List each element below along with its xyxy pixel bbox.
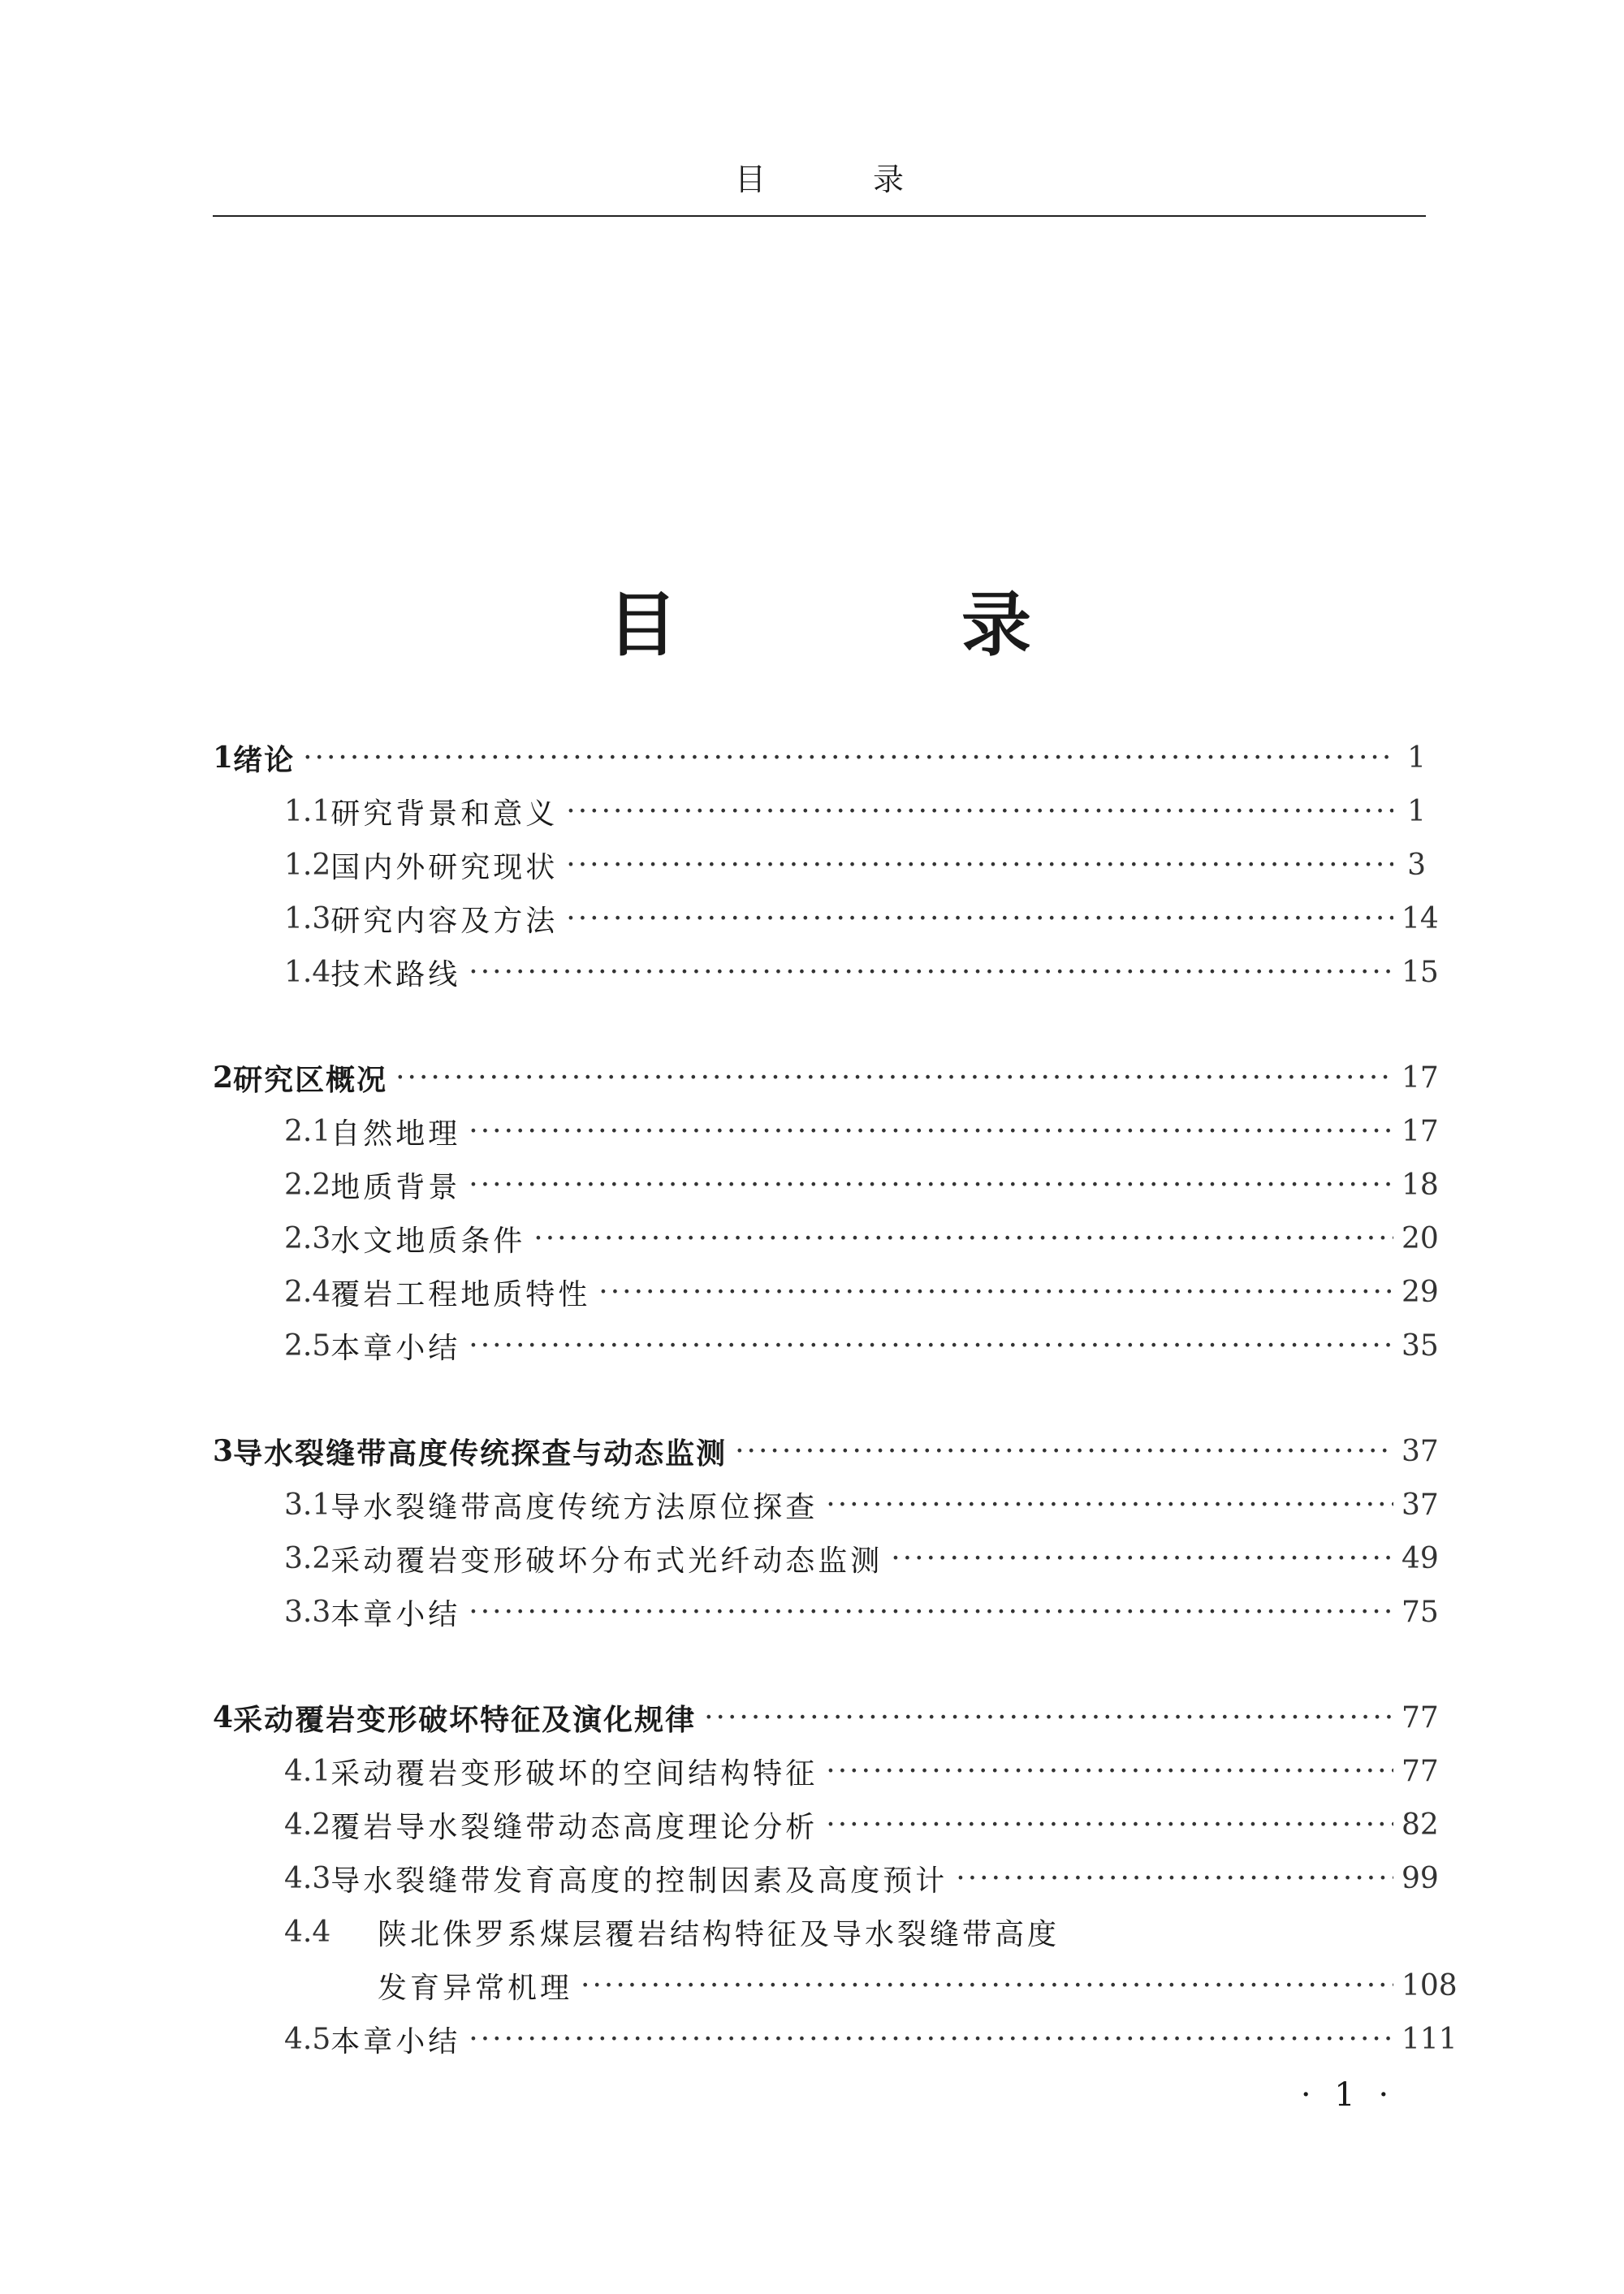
chapter-title: 导水裂缝带高度传统探查与动态监测 xyxy=(233,1436,728,1471)
dot-leader xyxy=(395,1061,1393,1095)
section-title: 研究背景和意义 xyxy=(330,797,559,831)
dot-leader xyxy=(704,1701,1393,1735)
toc-title: 目 录 xyxy=(607,585,1161,666)
toc-section-2-1[interactable] xyxy=(213,1107,1439,1156)
dot-leader xyxy=(826,1755,1393,1788)
chapter-number: 4 xyxy=(213,1700,234,1735)
chapter-number: 1 xyxy=(213,741,234,775)
section-title: 导水裂缝带高度传统方法原位探查 xyxy=(330,1490,818,1524)
section-number: 1.2 xyxy=(284,848,331,882)
chapter-number: 3 xyxy=(213,1434,234,1468)
section-title: 水文地质条件 xyxy=(330,1224,526,1258)
section-title: 采动覆岩变形破坏的空间结构特征 xyxy=(330,1756,818,1791)
page-ref: 17 xyxy=(1402,1061,1439,1095)
dot-leader xyxy=(469,1115,1393,1148)
section-title: 本章小结 xyxy=(330,1331,461,1365)
dot-leader xyxy=(469,1329,1393,1363)
toc-section-3-3[interactable] xyxy=(213,1588,1439,1636)
section-number: 4.4 xyxy=(284,1915,331,1949)
toc-chapter-3[interactable] xyxy=(213,1427,1439,1475)
chapter-number: 2 xyxy=(213,1061,234,1095)
dot-leader xyxy=(533,1222,1393,1255)
section-number: 3.2 xyxy=(284,1541,331,1575)
toc-section-3-1[interactable] xyxy=(213,1480,1439,1529)
page-ref: 75 xyxy=(1402,1595,1439,1629)
page-ref: 1 xyxy=(1407,794,1426,828)
section-number: 3.1 xyxy=(284,1488,331,1522)
page-ref: 14 xyxy=(1402,901,1439,935)
section-title: 覆岩工程地质特性 xyxy=(330,1277,591,1311)
section-title: 本章小结 xyxy=(330,1597,461,1631)
page-ref: 108 xyxy=(1402,1968,1458,2002)
page-ref: 77 xyxy=(1402,1754,1439,1788)
toc-section-1-2[interactable] xyxy=(213,840,1426,889)
dot-leader xyxy=(469,956,1393,989)
page-ref: 18 xyxy=(1402,1168,1439,1202)
section-title: 覆岩导水裂缝带动态高度理论分析 xyxy=(330,1810,818,1844)
toc-section-3-2[interactable] xyxy=(213,1534,1439,1583)
chapter-title: 研究区概况 xyxy=(233,1063,388,1097)
toc-section-4-2[interactable] xyxy=(213,1800,1439,1849)
section-number: 4.2 xyxy=(284,1808,331,1842)
section-title: 国内外研究现状 xyxy=(330,850,559,884)
page-ref: 20 xyxy=(1402,1221,1439,1255)
dot-leader xyxy=(581,1969,1393,2002)
page-ref: 35 xyxy=(1402,1328,1439,1363)
toc-section-4-4[interactable] xyxy=(213,1907,1426,1956)
dot-leader xyxy=(566,902,1393,935)
toc-section-1-1[interactable] xyxy=(213,787,1426,836)
toc-section-4-5[interactable] xyxy=(213,2015,1458,2063)
page-ref: 3 xyxy=(1407,848,1426,882)
section-title: 地质背景 xyxy=(330,1170,461,1204)
section-title: 技术路线 xyxy=(330,957,461,991)
page-ref: 29 xyxy=(1402,1275,1439,1309)
page-ref: 37 xyxy=(1402,1488,1439,1522)
section-number: 4.1 xyxy=(284,1754,331,1788)
section-title: 采动覆岩变形破坏分布式光纤动态监测 xyxy=(330,1544,883,1578)
section-title-continuation: 发育异常机理 xyxy=(378,1971,573,2005)
page-ref: 111 xyxy=(1402,2022,1458,2056)
section-number: 2.4 xyxy=(284,1275,331,1309)
dot-leader xyxy=(735,1435,1393,1468)
section-number: 3.3 xyxy=(284,1595,331,1629)
section-title: 导水裂缝带发育高度的控制因素及高度预计 xyxy=(330,1864,948,1898)
dot-leader xyxy=(826,1808,1393,1842)
page-ref: 77 xyxy=(1402,1700,1439,1735)
page-ref: 1 xyxy=(1407,741,1426,775)
toc-section-4-4-continuation[interactable] xyxy=(213,1961,1458,2010)
chapter-title: 采动覆岩变形破坏特征及演化规律 xyxy=(233,1703,697,1737)
toc-section-4-1[interactable] xyxy=(213,1747,1439,1795)
section-number: 1.3 xyxy=(284,901,331,935)
dot-leader xyxy=(469,1596,1393,1629)
dot-leader xyxy=(566,849,1393,882)
toc-chapter-1[interactable] xyxy=(213,733,1426,782)
dot-leader xyxy=(303,741,1393,775)
dot-leader xyxy=(826,1488,1393,1522)
page-ref: 37 xyxy=(1402,1434,1439,1468)
dot-leader xyxy=(469,2023,1393,2056)
toc-section-1-4[interactable] xyxy=(213,948,1439,996)
dot-leader xyxy=(956,1862,1393,1895)
section-title: 陕北侏罗系煤层覆岩结构特征及导水裂缝带高度 xyxy=(378,1917,1060,1951)
page-ref: 17 xyxy=(1402,1114,1439,1148)
chapter-title: 绪论 xyxy=(233,743,296,777)
section-number: 1.1 xyxy=(284,794,331,828)
toc-section-4-3[interactable] xyxy=(213,1854,1439,1903)
dot-leader xyxy=(891,1542,1393,1575)
dot-leader xyxy=(469,1169,1393,1202)
toc-section-2-3[interactable] xyxy=(213,1214,1439,1263)
section-number: 2.2 xyxy=(284,1168,331,1202)
page-ref: 99 xyxy=(1402,1861,1439,1895)
section-number: 2.3 xyxy=(284,1221,331,1255)
section-number: 1.4 xyxy=(284,955,331,989)
toc-chapter-2[interactable] xyxy=(213,1053,1439,1102)
toc-section-2-2[interactable] xyxy=(213,1160,1439,1209)
section-number: 4.5 xyxy=(284,2022,331,2056)
toc-section-2-5[interactable] xyxy=(213,1321,1439,1370)
toc-section-1-3[interactable] xyxy=(213,894,1439,943)
page-ref: 49 xyxy=(1402,1541,1439,1575)
page-ref: 82 xyxy=(1402,1808,1439,1842)
page-number: · 1 · xyxy=(1300,2076,1396,2114)
page-ref: 15 xyxy=(1402,955,1439,989)
dot-leader xyxy=(598,1276,1393,1309)
toc-section-2-4[interactable] xyxy=(213,1268,1439,1316)
section-title: 自然地理 xyxy=(330,1117,461,1151)
section-number: 4.3 xyxy=(284,1861,331,1895)
dot-leader xyxy=(566,795,1393,828)
section-title: 本章小结 xyxy=(330,2024,461,2059)
section-number: 2.5 xyxy=(284,1328,331,1363)
toc-chapter-4[interactable] xyxy=(213,1693,1439,1742)
section-number: 2.1 xyxy=(284,1114,331,1148)
running-header: 目 录 xyxy=(734,162,953,197)
section-title: 研究内容及方法 xyxy=(330,904,559,938)
